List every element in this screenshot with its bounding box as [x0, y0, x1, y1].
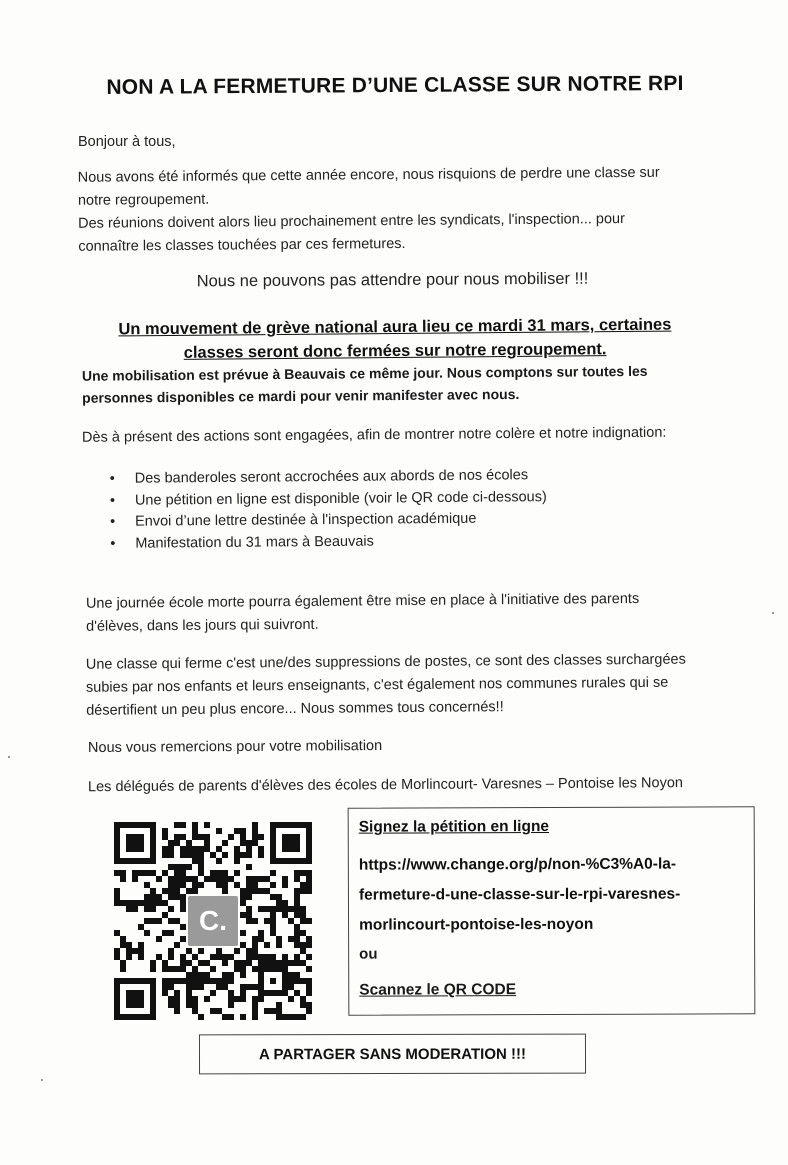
paragraph-line: Une classe qui ferme c'est une/des suppressions de postes, ce sont des classes surchargées: [85, 651, 686, 673]
list-item-text: Envoi d’une lettre destinée à l'inspection académique: [135, 510, 477, 530]
paragraph-line: désertifient un peu plus encore... Nous sommes tous concernés!!: [86, 699, 504, 719]
mobilisation-line: Une mobilisation est prévue à Beauvais ce même jour. Nous comptons sur toutes les: [81, 362, 648, 384]
consequences-paragraph: [86, 648, 727, 723]
scan-speck: [8, 756, 10, 758]
scan-speck: [772, 612, 774, 614]
bullet-icon: •: [109, 492, 116, 509]
list-item: [108, 530, 547, 555]
strike-line: Un mouvement de grève national aura lieu ce mardi 31 mars, certaines: [118, 315, 672, 339]
intro-paragraph: [78, 161, 719, 259]
bullet-icon: •: [110, 513, 116, 530]
or-label: ou: [359, 945, 378, 963]
greeting: Bonjour à tous,: [78, 134, 176, 150]
petition-link[interactable]: [359, 849, 739, 940]
list-item-text: Une pétition en ligne est disponible (voir le QR code ci-dessous): [134, 488, 547, 509]
strike-announcement: [90, 312, 700, 365]
list-item-text: Manifestation du 31 mars à Beauvais: [135, 533, 374, 552]
mobilisation-paragraph: [82, 359, 722, 409]
mobilisation-line: personnes disponibles ce mardi pour venir manifester avec nous.: [82, 385, 520, 406]
bullet-icon: •: [110, 535, 116, 552]
petition-box: [348, 806, 756, 1015]
share-banner: A PARTAGER SANS MODERATION !!!: [199, 1034, 586, 1075]
paragraph-line: subies par nos enfants et leurs enseignants, c'est également nos communes rurales qui se: [85, 674, 669, 696]
change-org-logo: C.: [188, 896, 238, 946]
actions-list: [108, 465, 548, 555]
paragraph-line: d'élèves, dans les jours qui suivront.: [86, 616, 319, 635]
signature-line: Les délégués de parents d'élèves des écoles de Morlincourt- Varesnes – Pontoise les Noyon: [87, 775, 683, 796]
mobilize-callout: Nous ne pouvons pas attendre pour nous mobiliser !!!: [196, 269, 589, 291]
paragraph-line: Une journée école morte pourra également être mise en place à l'initiative des parents: [85, 590, 640, 612]
intro-line: connaître les classes touchées par ces fermetures.: [78, 235, 406, 255]
list-item-text: Des banderoles seront accrochées aux abords de nos écoles: [134, 467, 529, 487]
bullet-icon: •: [109, 470, 115, 487]
petition-link-line: fermeture-d-une-classe-sur-le-rpi-varesnes-: [358, 885, 681, 904]
strike-line: classes seront donc fermées sur notre regroupement.: [183, 340, 607, 362]
intro-line: Nous avons été informés que cette année encore, nous risquions de perdre une classe sur: [77, 164, 660, 186]
petition-heading: Signez la pétition en ligne: [358, 818, 550, 836]
petition-link-line: https://www.change.org/p/non-%C3%A0-la-: [358, 855, 677, 874]
intro-line: Des réunions doivent alors lieu prochainement entre les syndicats, l'inspection... pour: [78, 211, 625, 232]
actions-intro: Dès à présent des actions sont engagées, afin de montrer notre colère et notre indignation:: [81, 424, 667, 446]
scan-speck: [41, 1079, 43, 1081]
intro-line: notre regroupement.: [77, 191, 210, 209]
school-strike-paragraph: [86, 587, 726, 639]
scan-qr-label: Scannez le QR CODE: [359, 981, 517, 999]
petition-link-line: morlincourt-pontoise-les-noyon: [359, 915, 594, 934]
page-title: NON A LA FERMETURE D’UNE CLASSE SUR NOTRE RPI: [106, 71, 684, 100]
thanks-line: Nous vous remercions pour votre mobilisation: [87, 737, 383, 757]
